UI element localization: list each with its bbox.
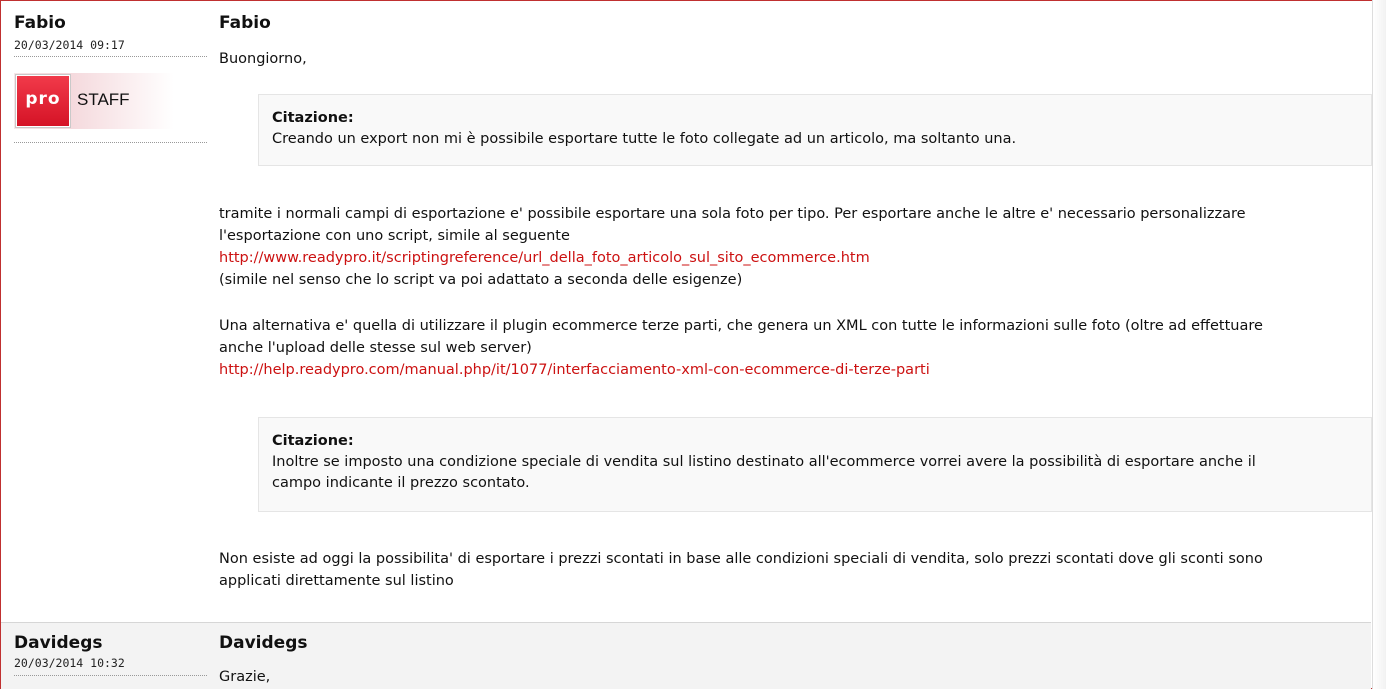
quote-block — [258, 94, 1372, 166]
divider — [14, 675, 207, 676]
scripting-reference-link[interactable]: http://www.readypro.it/scriptingreference/url_della_foto_articolo_sul_sito_ecommerce.htm — [219, 250, 870, 266]
staff-badge — [14, 73, 174, 129]
post-paragraph — [219, 548, 1359, 592]
divider — [14, 142, 207, 143]
author-name[interactable]: Fabio — [14, 13, 66, 33]
post-date: 20/03/2014 09:17 — [14, 38, 125, 52]
forum-post — [1, 1, 1371, 621]
quote-text: Inoltre se imposto una condizione speciale di vendita sul listino destinato all'ecommerce vorrei avere la possibilità di esportare anche il — [272, 454, 1256, 470]
paragraph-line: (simile nel senso che lo script va poi adattato a seconda delle esigenze) — [219, 272, 743, 288]
paragraph-line: anche l'upload delle stesse sul web server) — [219, 340, 532, 356]
paragraph-line: l'esportazione con uno script, simile al seguente — [219, 228, 570, 244]
quote-label: Citazione: — [272, 110, 354, 126]
post-title: Fabio — [219, 13, 271, 33]
quote-block — [258, 417, 1372, 512]
paragraph-line: tramite i normali campi di esportazione e' possibile esportare una sola foto per tipo. Per esportare anche le altre e' necessario personalizzare — [219, 206, 1246, 222]
manual-link[interactable]: http://help.readypro.com/manual.php/it/1077/interfacciamento-xml-con-ecommerce-di-terze-parti — [219, 362, 930, 378]
pro-logo-text: pro — [25, 89, 61, 109]
quote-text: Creando un export non mi è possibile esportare tutte le foto collegate ad un articolo, ma soltanto una. — [272, 131, 1017, 147]
divider — [14, 56, 207, 57]
pro-logo-icon — [16, 75, 70, 127]
scrollbar[interactable] — [1372, 0, 1386, 689]
post-title: Davidegs — [219, 633, 308, 653]
post-date: 20/03/2014 10:32 — [14, 656, 125, 670]
author-name[interactable]: Davidegs — [14, 633, 103, 653]
quote-text: campo indicante il prezzo scontato. — [272, 475, 530, 491]
post-paragraph — [219, 315, 1359, 381]
paragraph-line: Non esiste ad oggi la possibilita' di esportare i prezzi scontati in base alle condizioni speciali di vendita, solo prezzi scontati dove gli sconti sono — [219, 551, 1263, 567]
staff-label: STAFF — [77, 90, 130, 109]
post-greeting: Buongiorno, — [219, 51, 307, 67]
forum-post — [1, 622, 1371, 689]
quote-label: Citazione: — [272, 433, 354, 449]
paragraph-line: applicati direttamente sul listino — [219, 573, 454, 589]
post-paragraph — [219, 203, 1359, 291]
post-greeting: Grazie, — [219, 669, 271, 685]
paragraph-line: Una alternativa e' quella di utilizzare il plugin ecommerce terze parti, che genera un XML con tutte le informazioni sulle foto (oltre ad effettuare — [219, 318, 1263, 334]
